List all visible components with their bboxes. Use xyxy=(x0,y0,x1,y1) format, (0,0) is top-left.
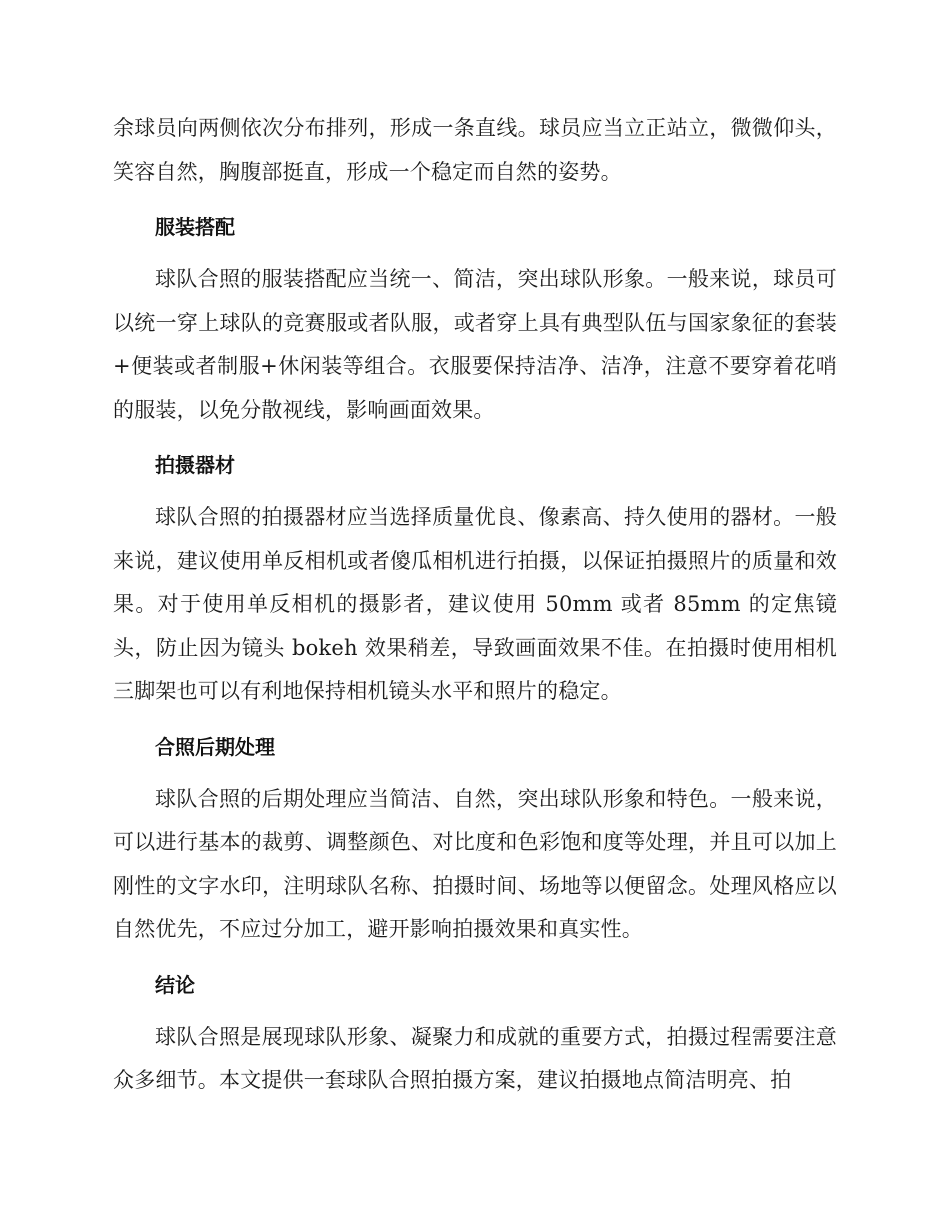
section-body-clothing: 球队合照的服装搭配应当统一、简洁，突出球队形象。一般来说，球员可以统一穿上球队的竞赛服或者队服，或者穿上具有典型队伍与国家象征的套装+便装或者制服+休闲装等组合。衣服要保持洁净、洁净，注意不要穿着花哨的服装，以免分散视线，影响画面效果。 xyxy=(113,267,837,422)
section-heading-conclusion: 结论 xyxy=(155,972,195,997)
section-body-conclusion: 球队合照是展现球队形象、凝聚力和成就的重要方式，拍摄过程需要注意众多细节。本文提供一套球队合照拍摄方案，建议拍摄地点简洁明亮、拍 xyxy=(113,1024,837,1092)
section-body-post-processing: 球队合照的后期处理应当简洁、自然，突出球队形象和特色。一般来说，可以进行基本的裁剪、调整颜色、对比度和色彩饱和度等处理，并且可以加上刚性的文字水印，注明球队名称、拍摄时间、场地等以便留念。处理风格应以自然优先，不应过分加工，避开影响拍摄效果和真实性。 xyxy=(113,786,837,941)
document-body xyxy=(113,107,837,1114)
section-heading-equipment: 拍摄器材 xyxy=(155,453,235,477)
intro-paragraph: 余球员向两侧依次分布排列，形成一条直线。球员应当立正站立，微微仰头，笑容自然，胸腹部挺直，形成一个稳定而自然的姿势。 xyxy=(113,116,837,184)
section-body-equipment: 球队合照的拍摄器材应当选择质量优良、像素高、持久使用的器材。一般来说，建议使用单反相机或者傻瓜相机进行拍摄，以保证拍摄照片的质量和效果。对于使用单反相机的摄影者，建议使用 50mm 或者 85mm 的定焦镜头，防止因为镜头 bokeh 效果稍差，导致画面效果不佳。在拍摄时使用相机三脚架也可以有利地保持相机镜头水平和照片的稳定。 xyxy=(113,505,837,703)
section-heading-post-processing: 合照后期处理 xyxy=(155,734,275,759)
section-heading-clothing: 服装搭配 xyxy=(155,215,235,239)
